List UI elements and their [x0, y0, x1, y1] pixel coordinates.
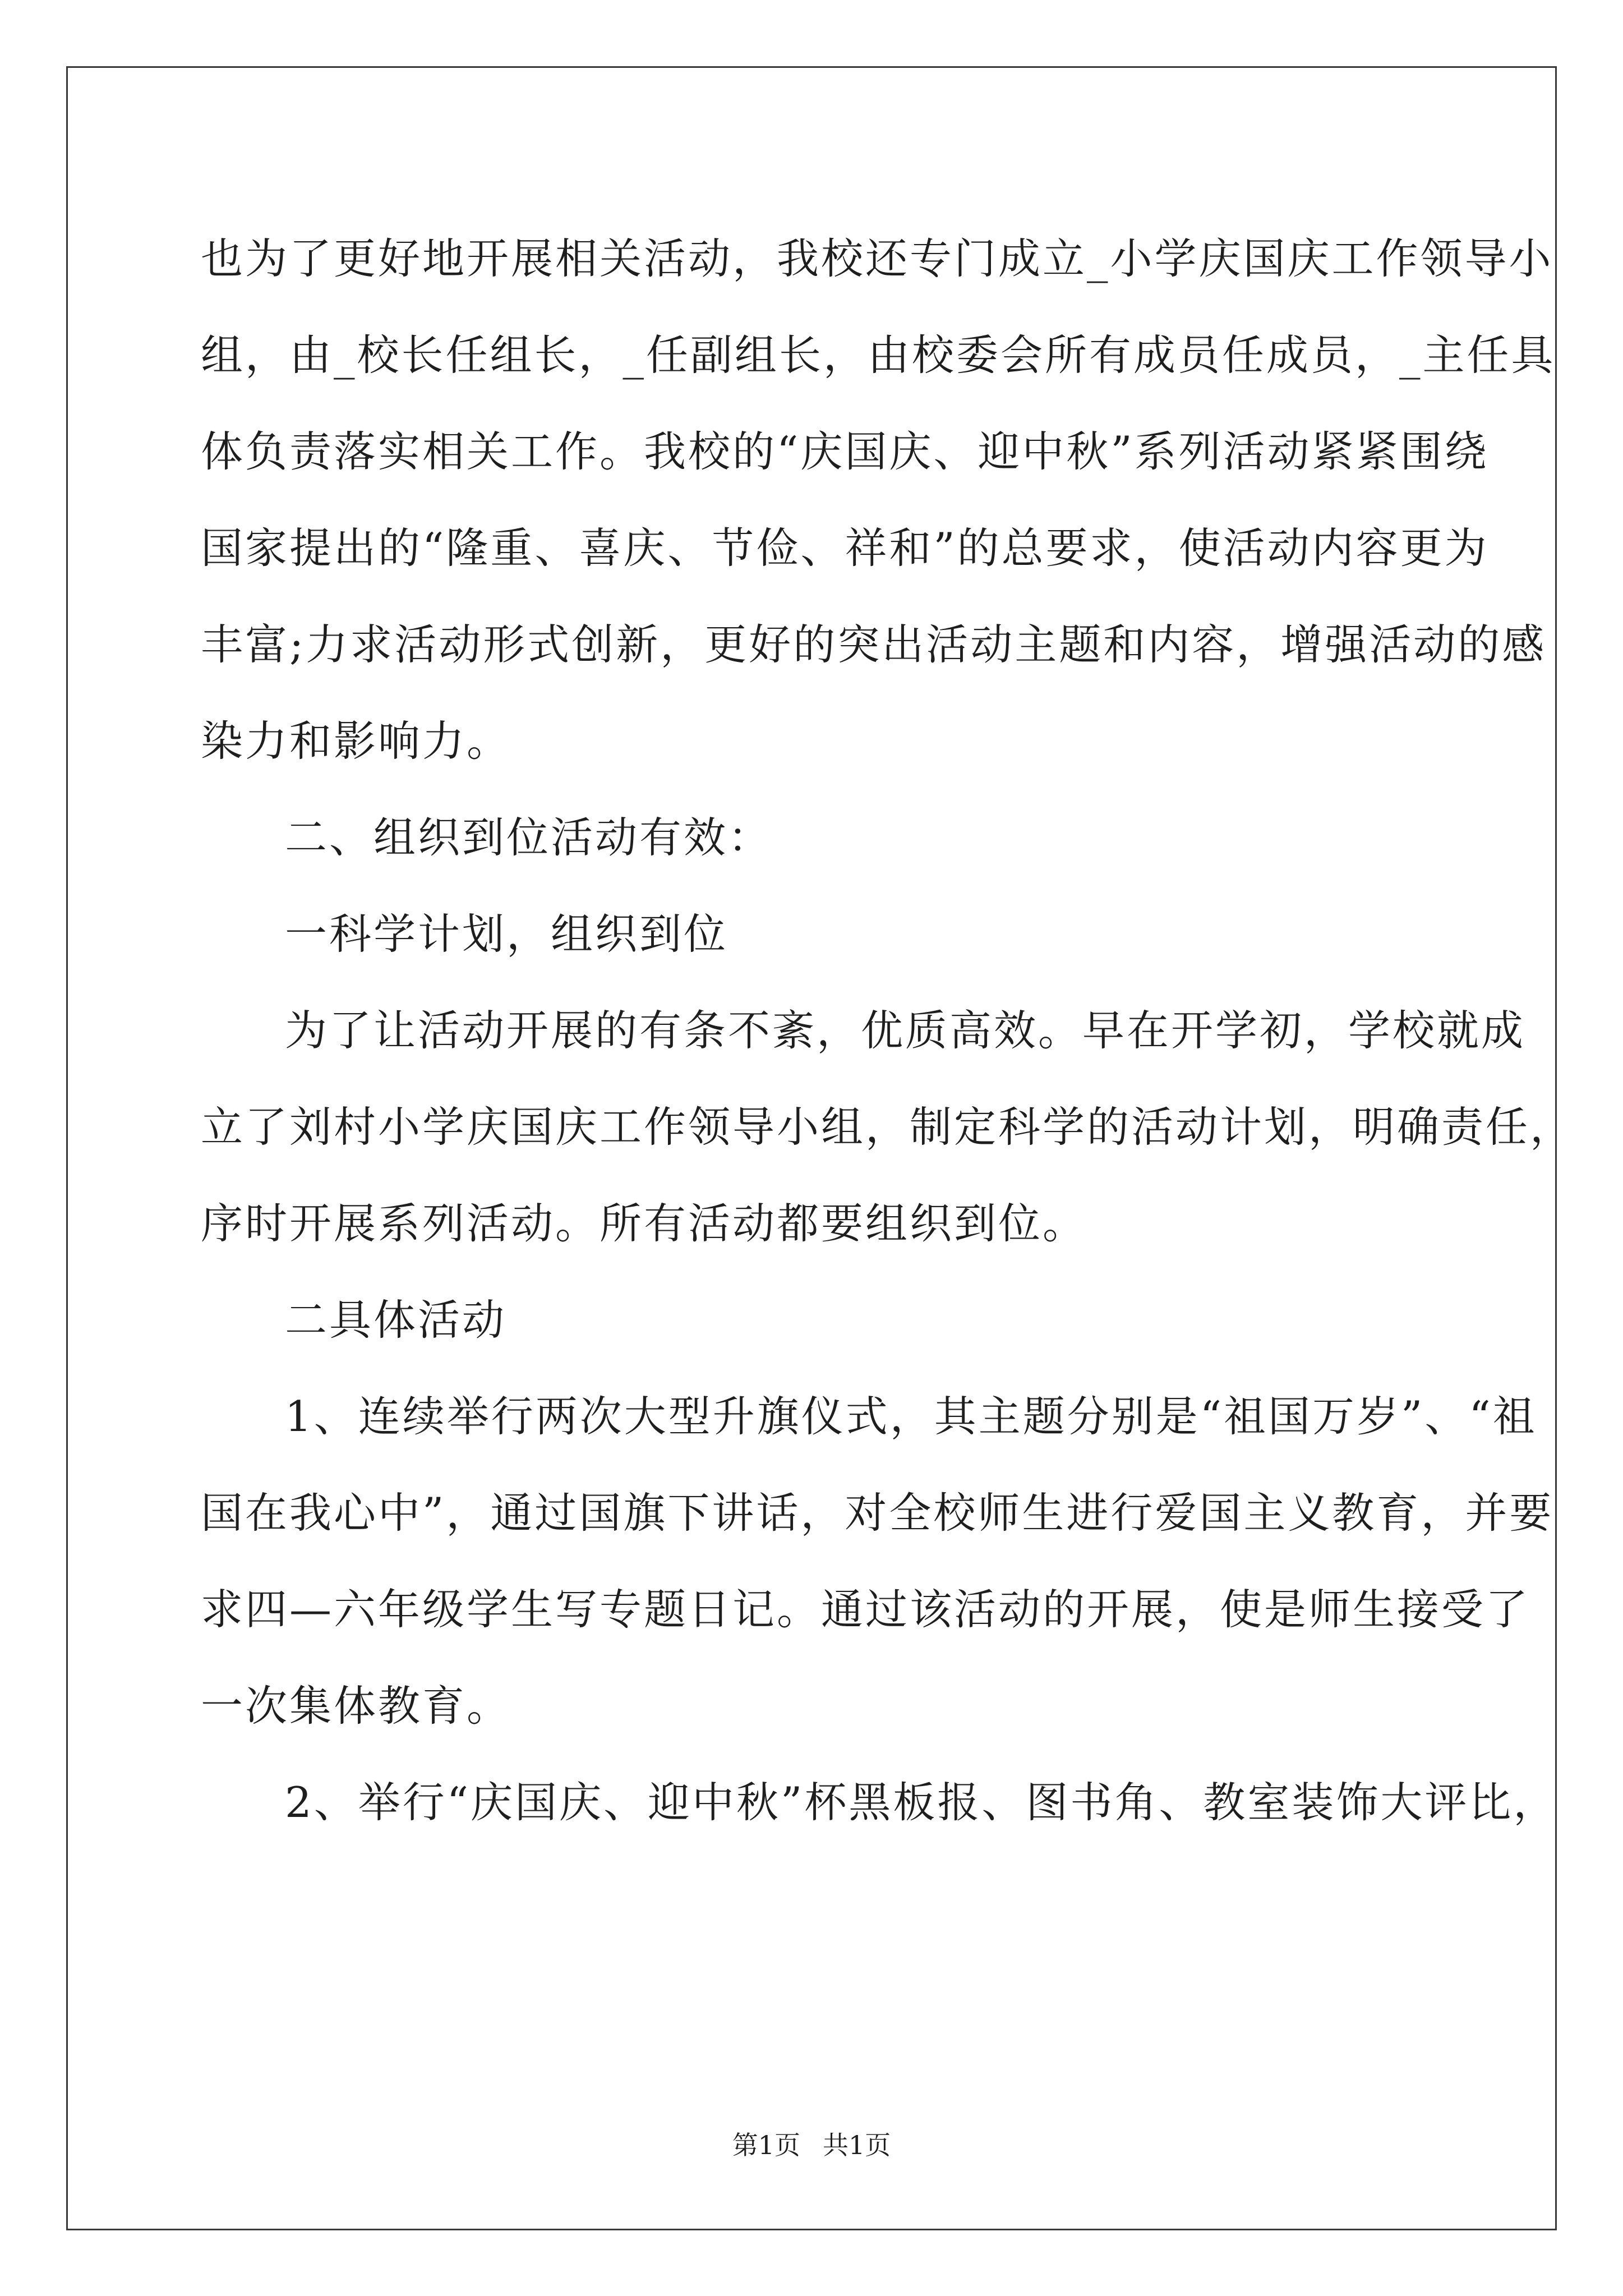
text-line: 求四—六年级学生写专题日记。通过该活动的开展，使是师生接受了 — [201, 1585, 1530, 1634]
text-line: 为了让活动开展的有条不紊，优质高效。早在开学初，学校就成 — [285, 1006, 1526, 1055]
text-line: 一次集体教育。 — [201, 1681, 511, 1731]
document-body — [201, 210, 1575, 1851]
text-line: 国在我心中”，通过国旗下讲话，对全校师生进行爱国主义教育，并要 — [201, 1488, 1554, 1538]
list-item: 1、连续举行两次大型升旗仪式，其主题分别是“祖国万岁”、“祖 — [285, 1392, 1537, 1441]
page-footer — [0, 2125, 1623, 2162]
subsection-heading: 一科学计划，组织到位 — [285, 909, 728, 959]
section-heading: 二、组织到位活动有效： — [285, 813, 773, 862]
text-line: 也为了更好地开展相关活动，我校还专门成立_小学庆国庆工作领导小 — [201, 234, 1553, 283]
page-total: 共1页 — [823, 2130, 891, 2160]
text-line: 序时开展系列活动。所有活动都要组织到位。 — [201, 1199, 1087, 1248]
page-number: 第1页 — [732, 2130, 800, 2160]
text-line: 立了刘村小学庆国庆工作领导小组，制定科学的活动计划，明确责任， — [201, 1102, 1575, 1152]
list-item: 2、举行“庆国庆、迎中秋”杯黑板报、图书角、教室装饰大评比， — [285, 1778, 1558, 1827]
text-line: 国家提出的“隆重、喜庆、节俭、祥和”的总要求，使活动内容更为 — [201, 523, 1489, 573]
text-line: 体负责落实相关工作。我校的“庆国庆、迎中秋”系列活动紧紧围绕 — [201, 427, 1489, 476]
subsection-heading: 二具体活动 — [285, 1295, 507, 1345]
text-line: 丰富;力求活动形式创新，更好的突出活动主题和内容，增强活动的感 — [201, 620, 1547, 669]
text-line: 组，由_校长任组长，_任副组长，由校委会所有成员任成员，_主任具 — [201, 330, 1556, 380]
text-line: 染力和影响力。 — [201, 716, 511, 766]
